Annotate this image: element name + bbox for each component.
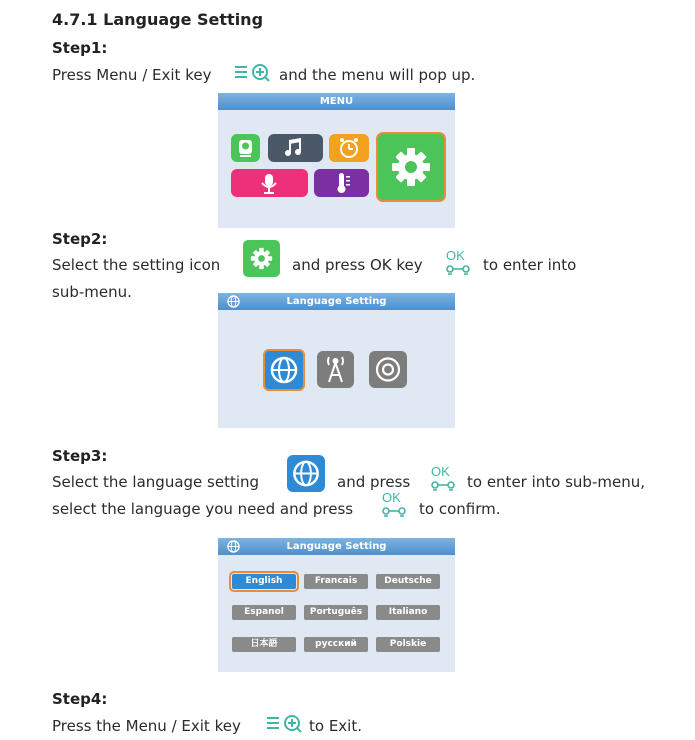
step3-label: Step3:: [52, 447, 108, 465]
language-list-screen: [218, 538, 455, 672]
language-setting-screen: [218, 293, 455, 428]
menu-screen-title: MENU: [218, 93, 455, 110]
settings-gear-tile[interactable]: [376, 132, 446, 202]
step4-text-b: to Exit.: [309, 717, 362, 735]
step2-text-a: Select the setting icon: [52, 256, 221, 274]
step4-label: Step4:: [52, 690, 108, 708]
language-button-polish[interactable]: Polskie: [376, 637, 440, 652]
language-button-english[interactable]: English: [232, 574, 296, 589]
settings-gear-icon-inline: [243, 240, 280, 277]
language-list-title: Language Setting: [286, 541, 387, 552]
step3-text-b: and press: [337, 473, 411, 491]
menu-exit-key-icon: [265, 713, 305, 735]
globe-icon: [265, 351, 303, 389]
language-button-russian[interactable]: русский: [304, 637, 368, 652]
camera-icon: [231, 134, 260, 162]
step1-label: Step1:: [52, 39, 108, 57]
music-icon: [268, 134, 323, 162]
step1-text-b: and the menu will pop up.: [279, 66, 476, 84]
step3-text-a: Select the language setting: [52, 473, 260, 491]
ok-key-icon: OK: [379, 491, 409, 521]
menu-exit-key-icon: [233, 62, 273, 84]
antenna-tower-icon: [317, 351, 354, 388]
step3-text-e: to confirm.: [419, 500, 501, 518]
language-screen-title: Language Setting: [286, 296, 387, 307]
globe-icon-inline: [287, 455, 325, 492]
globe-icon: [227, 540, 240, 553]
globe-icon: [227, 295, 240, 308]
language-button-espanol[interactable]: Espanol: [232, 605, 296, 620]
alarm-icon: [329, 134, 369, 162]
step4-text-a: Press the Menu / Exit key: [52, 717, 241, 735]
microphone-icon: [231, 169, 308, 197]
language-button-italiano[interactable]: Italiano: [376, 605, 440, 620]
ok-key-label: OK: [446, 248, 465, 263]
language-button-japanese[interactable]: 日本語: [232, 637, 296, 652]
thermometer-icon: [314, 169, 369, 197]
menu-screen: [218, 93, 455, 228]
language-button-portugues[interactable]: Português: [304, 605, 368, 620]
language-option-tile[interactable]: [263, 349, 305, 391]
step2-text-d: sub-menu.: [52, 283, 132, 301]
section-title: 4.7.1 Language Setting: [52, 10, 264, 29]
language-button-deutsche[interactable]: Deutsche: [376, 574, 440, 589]
step2-label: Step2:: [52, 230, 108, 248]
step3-text-c: to enter into sub-menu,: [467, 473, 645, 491]
settings-gear-icon: [378, 134, 444, 200]
ok-key-icon: OK: [428, 465, 458, 495]
step3-text-d: select the language you need and press: [52, 500, 354, 518]
language-button-francais[interactable]: Francais: [304, 574, 368, 589]
step2-text-c: to enter into: [483, 256, 577, 274]
antenna-tile[interactable]: [317, 351, 354, 388]
reset-icon: [369, 351, 407, 388]
reset-tile[interactable]: [369, 351, 407, 388]
step1-text-a: Press Menu / Exit key: [52, 66, 212, 84]
step2-text-b: and press OK key: [292, 256, 423, 274]
ok-key-icon: [443, 249, 473, 279]
